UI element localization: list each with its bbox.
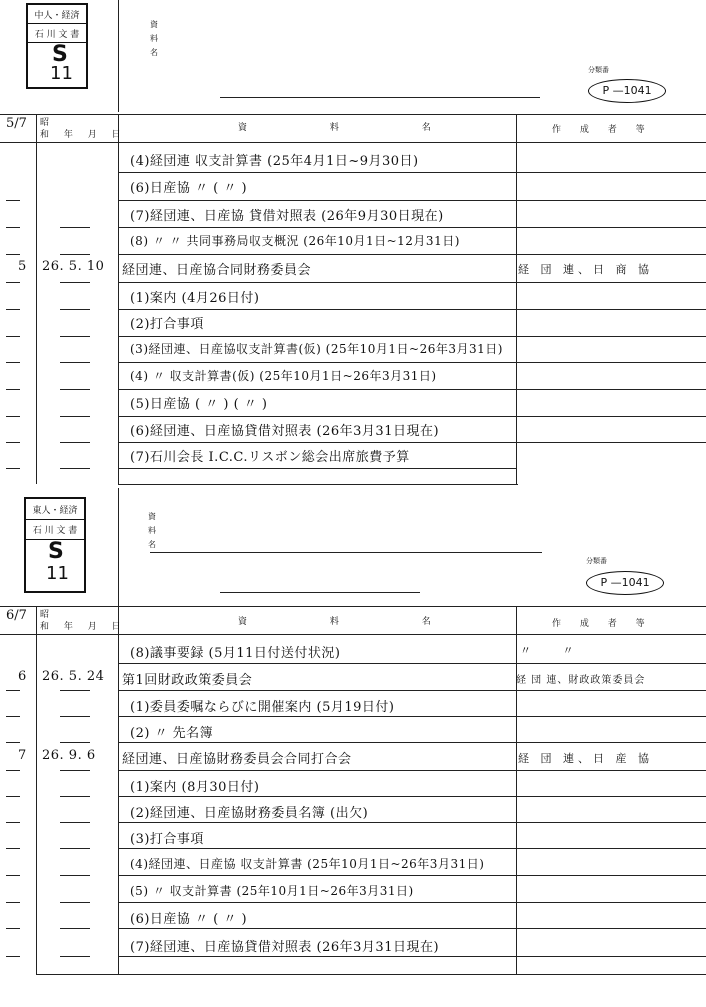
- row-text: (4)経団連 収支計算書 (25年4月1日~9月30日): [130, 154, 419, 169]
- row-num: 6: [18, 669, 27, 684]
- material-label: 資 料 名: [148, 512, 156, 549]
- header-name: 資 料 名: [238, 617, 471, 627]
- header-date-top: 昭: [40, 118, 50, 128]
- row-text: 経団連、日産協財務委員会合同打合会: [122, 752, 352, 767]
- material-label: 資 料 名: [150, 20, 158, 57]
- row-author: 〃 〃: [520, 644, 588, 657]
- row-author: 経 団 連、財政政策委員会: [516, 675, 646, 686]
- row-text: (5)日産協 ( 〃 ) ( 〃 ): [130, 397, 268, 412]
- archive-stamp: [24, 497, 86, 593]
- row-num: 7: [18, 748, 27, 763]
- row-text: (3)経団連、日産協収支計算書(仮) (25年10月1日~26年3月31日): [130, 342, 503, 356]
- stamp-line-2: 石 川 文 書: [32, 526, 78, 536]
- row-author: 経 団 連、日 商 協: [518, 263, 653, 276]
- row-text: 第1回財政政策委員会: [122, 673, 253, 688]
- row-author: 経 団 連、日 産 協: [518, 752, 653, 765]
- archive-stamp: [26, 3, 88, 89]
- stamp-code-bottom: 11: [46, 563, 69, 584]
- header-date-top: 昭: [40, 610, 50, 620]
- row-text: (7)経団連、日産協 貸借対照表 (26年9月30日現在): [130, 209, 444, 224]
- row-date: 26. 5. 10: [42, 259, 105, 274]
- row-text: (6)経団連、日産協貸借対照表 (26年3月31日現在): [130, 424, 440, 439]
- stamp-line-1: 中人・経済: [34, 11, 80, 21]
- stamp-line-1: 東人・経済: [32, 506, 78, 516]
- stamp-line-2: 石 川 文 書: [34, 30, 80, 40]
- row-num: 5: [18, 259, 27, 274]
- doc-number: P —1041: [588, 79, 666, 103]
- row-text: (8)議事要録 (5月11日付送付状況): [130, 646, 341, 661]
- row-text: (4) 〃 収支計算書(仮) (25年10月1日~26年3月31日): [130, 369, 437, 383]
- row-text: (2)経団連、日産協財務委員名簿 (出欠): [130, 806, 369, 821]
- class-label: 分類番: [588, 66, 609, 74]
- row-date: 26. 5. 24: [42, 669, 105, 684]
- row-text: (1)案内 (8月30日付): [130, 780, 260, 795]
- header-name: 資 料 名: [238, 123, 471, 133]
- row-text: (3)打合事項: [130, 832, 204, 847]
- row-text: (2)打合事項: [130, 317, 204, 332]
- row-text: (1)委員委嘱ならびに開催案内 (5月19日付): [130, 700, 395, 715]
- row-text: (5) 〃 収支計算書 (25年10月1日~26年3月31日): [130, 884, 414, 898]
- stamp-code-bottom: 11: [50, 63, 73, 84]
- class-label: 分類番: [586, 557, 607, 565]
- stamp-code-top: S: [48, 539, 64, 564]
- row-text: 経団連、日産協合同財務委員会: [122, 263, 312, 278]
- header-author: 作 成 者 等: [552, 125, 653, 135]
- row-date: 26. 9. 6: [42, 748, 96, 763]
- row-text: (1)案内 (4月26日付): [130, 291, 260, 306]
- row-text: (6)日産協 〃 ( 〃 ): [130, 181, 248, 196]
- row-text: (7)石川会長 I.C.C.リスボン総会出席旅費予算: [130, 450, 410, 465]
- stamp-code-top: S: [52, 42, 68, 67]
- row-text: (8) 〃 〃 共同事務局収支概況 (26年10月1日~12月31日): [130, 234, 460, 248]
- header-date: 和 年 月 日: [40, 130, 127, 140]
- row-text: (4)経団連、日産協 収支計算書 (25年10月1日~26年3月31日): [130, 857, 485, 871]
- header-date: 和 年 月 日: [40, 622, 127, 632]
- row-text: (6)日産協 〃 ( 〃 ): [130, 912, 248, 927]
- doc-number: P —1041: [586, 571, 664, 595]
- header-author: 作 成 者 等: [552, 619, 653, 629]
- side-mark: 6/7: [6, 608, 27, 623]
- side-mark: 5/7: [6, 116, 27, 131]
- row-text: (7)経団連、日産協貸借対照表 (26年3月31日現在): [130, 940, 440, 955]
- row-text: (2) 〃 先名簿: [130, 726, 214, 741]
